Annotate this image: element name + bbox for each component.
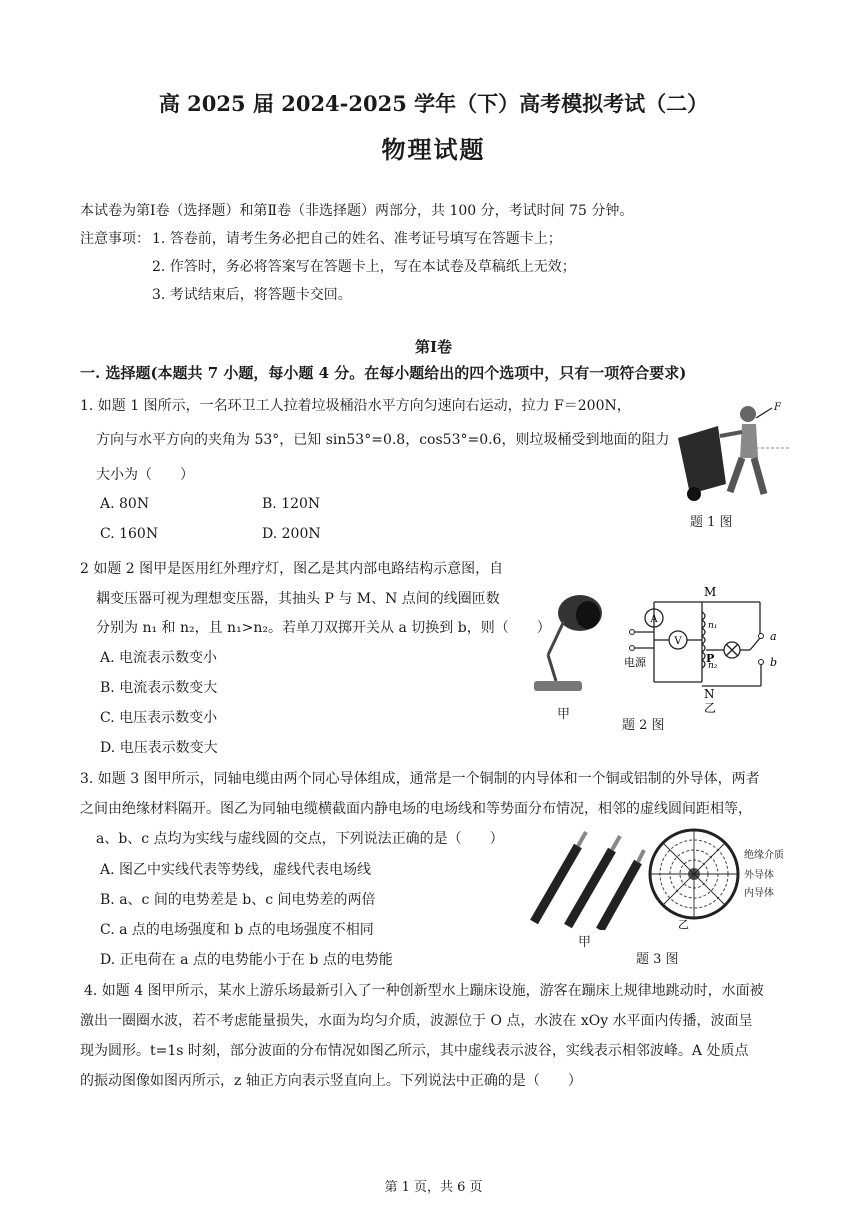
label-b: b xyxy=(770,656,778,669)
q2-option-c: C. 电压表示数变小 xyxy=(100,710,218,726)
exam-subtitle: 物理试题 xyxy=(381,135,486,164)
label-yi: 乙 xyxy=(704,701,717,714)
q1-option-b: B. 120N xyxy=(262,496,321,512)
page-number: 第 1 页，共 6 页 xyxy=(384,1180,483,1195)
coax-cable-icon xyxy=(534,832,644,930)
label-outer-conductor: 外导体 xyxy=(744,870,774,881)
q2-line: 耦变压器可视为理想变压器，其抽头 P 与 M、N 点间的线圈匝数 xyxy=(96,591,500,607)
q1-line: 大小为（ ） xyxy=(96,467,194,483)
q1-caption: 题 1 图 xyxy=(690,515,733,530)
intro-line: 本试卷为第Ⅰ卷（选择题）和第Ⅱ卷（非选择题）两部分，共 100 分，考试时间 75 分钟。 xyxy=(80,203,634,219)
q2-option-a: A. 电流表示数变小 xyxy=(100,650,218,666)
q3-line: 3. 如题 3 图甲所示，同轴电缆由两个同心导体组成，通常是一个铜制的内导体和一个铜或铝制的外导体，两者 xyxy=(80,771,760,787)
label-a: a xyxy=(770,630,777,643)
q1-figure xyxy=(660,396,790,506)
q3-option-c: C. a 点的电场强度和 b 点的电场强度不相同 xyxy=(100,922,374,938)
q1-option-a: A. 80N xyxy=(100,496,150,512)
switch-blade-icon xyxy=(750,638,760,650)
label-inner-conductor: 内导体 xyxy=(744,888,774,899)
label-yi: 乙 xyxy=(678,918,689,931)
q3-line: a、b、c 点均为实线与虚线圆的交点，下列说法正确的是（ ） xyxy=(96,831,504,847)
label-n: N xyxy=(704,687,715,701)
q2-lamp-figure xyxy=(522,585,612,695)
label-n1: n₁ xyxy=(708,621,718,631)
label-n2: n₂ xyxy=(708,661,718,671)
q4-line: 现为圆形。t=1s 时刻，部分波面的分布情况如图乙所示，其中虚线表示波谷，实线表示相邻波峰。A 处质点 xyxy=(80,1043,749,1059)
q3-option-d: D. 正电荷在 a 点的电势能小于在 b 点的电势能 xyxy=(100,952,393,968)
worker-head-icon xyxy=(740,406,756,422)
q1-line: 1. 如题 1 图所示，一名环卫工人拉着垃圾桶沿水平方向匀速向右运动，拉力 F＝200N， xyxy=(80,398,631,414)
q2-line: 2 如题 2 图甲是医用红外理疗灯，图乙是其内部电路结构示意图，自 xyxy=(80,561,504,577)
q2-circuit-figure xyxy=(620,582,790,714)
exam-title: 高 2025 届 2024-2025 学年（下）高考模拟考试（二） xyxy=(158,91,709,116)
q1-line: 方向与水平方向的夹角为 53°，已知 sin53°=0.8，cos53°=0.6，则垃圾桶受到地面的阻力 xyxy=(96,432,670,448)
label-p: P xyxy=(706,652,715,665)
q1-option-d: D. 200N xyxy=(262,526,321,542)
notes-label: 注意事项： xyxy=(80,231,150,247)
note-item: 3. 考试结束后，将答题卡交回。 xyxy=(152,287,352,303)
note-item: 2. 作答时，务必将答案写在答题卡上，写在本试卷及草稿纸上无效； xyxy=(152,259,576,275)
q2-label-jia: 甲 xyxy=(557,707,571,722)
trash-bin-icon xyxy=(678,426,726,494)
q1-option-c: C. 160N xyxy=(100,526,159,542)
label-m: M xyxy=(704,585,717,599)
q3-cross-section-figure xyxy=(648,824,744,932)
q4-line: 的振动图像如图丙所示，z 轴正方向表示竖直向上。下列说法中正确的是（ ） xyxy=(80,1073,582,1089)
q3-option-a: A. 图乙中实线代表等势线，虚线代表电场线 xyxy=(100,862,372,878)
section-heading: 一. 选择题(本题共 7 小题，每小题 4 分。在每小题给出的四个选项中，只有一项符合要求) xyxy=(80,364,687,382)
q3-caption: 题 3 图 xyxy=(636,952,679,967)
q3-cable-figure xyxy=(528,826,646,930)
bin-wheel-icon xyxy=(687,487,701,501)
force-arrow-icon xyxy=(756,408,772,418)
q4-line: 4. 如题 4 图甲所示，某水上游乐场最新引入了一种创新型水上蹦床设施，游客在蹦床上规律地跳动时，水面被 xyxy=(84,983,764,999)
q2-option-b: B. 电流表示数变大 xyxy=(100,680,218,696)
q2-caption: 题 2 图 xyxy=(622,718,665,733)
q3-option-b: B. a、c 间的电势差是 b、c 间电势差的两倍 xyxy=(100,892,376,908)
q3-label-jia: 甲 xyxy=(578,935,592,950)
note-item: 1. 答卷前，请考生务必把自己的姓名、准考证号填写在答题卡上； xyxy=(152,231,562,247)
lamp-base-icon xyxy=(534,681,582,691)
part-title: 第Ⅰ卷 xyxy=(414,338,453,356)
voltmeter-label: V xyxy=(674,636,682,647)
q3-line: 之间由绝缘材料隔开。图乙为同轴电缆横截面内静电场的电场线和等势面分布情况，相邻的虚线圆间距相等， xyxy=(80,801,752,817)
q4-line: 激出一圈圈水波，若不考虑能量损失，水面为均匀介质，波源位于 O 点，水波在 xOy 水平面内传播，波面呈 xyxy=(80,1013,753,1029)
worker-body-icon xyxy=(740,424,758,458)
force-label: F xyxy=(774,402,781,413)
label-insulator: 绝缘介质 xyxy=(744,850,784,861)
q2-line: 分别为 n₁ 和 n₂，且 n₁>n₂。若单刀双掷开关从 a 切换到 b，则（ ） xyxy=(96,620,551,636)
q2-option-d: D. 电压表示数变大 xyxy=(100,740,218,756)
source-label: 电源 xyxy=(624,656,646,669)
ammeter-label: A xyxy=(650,614,658,625)
